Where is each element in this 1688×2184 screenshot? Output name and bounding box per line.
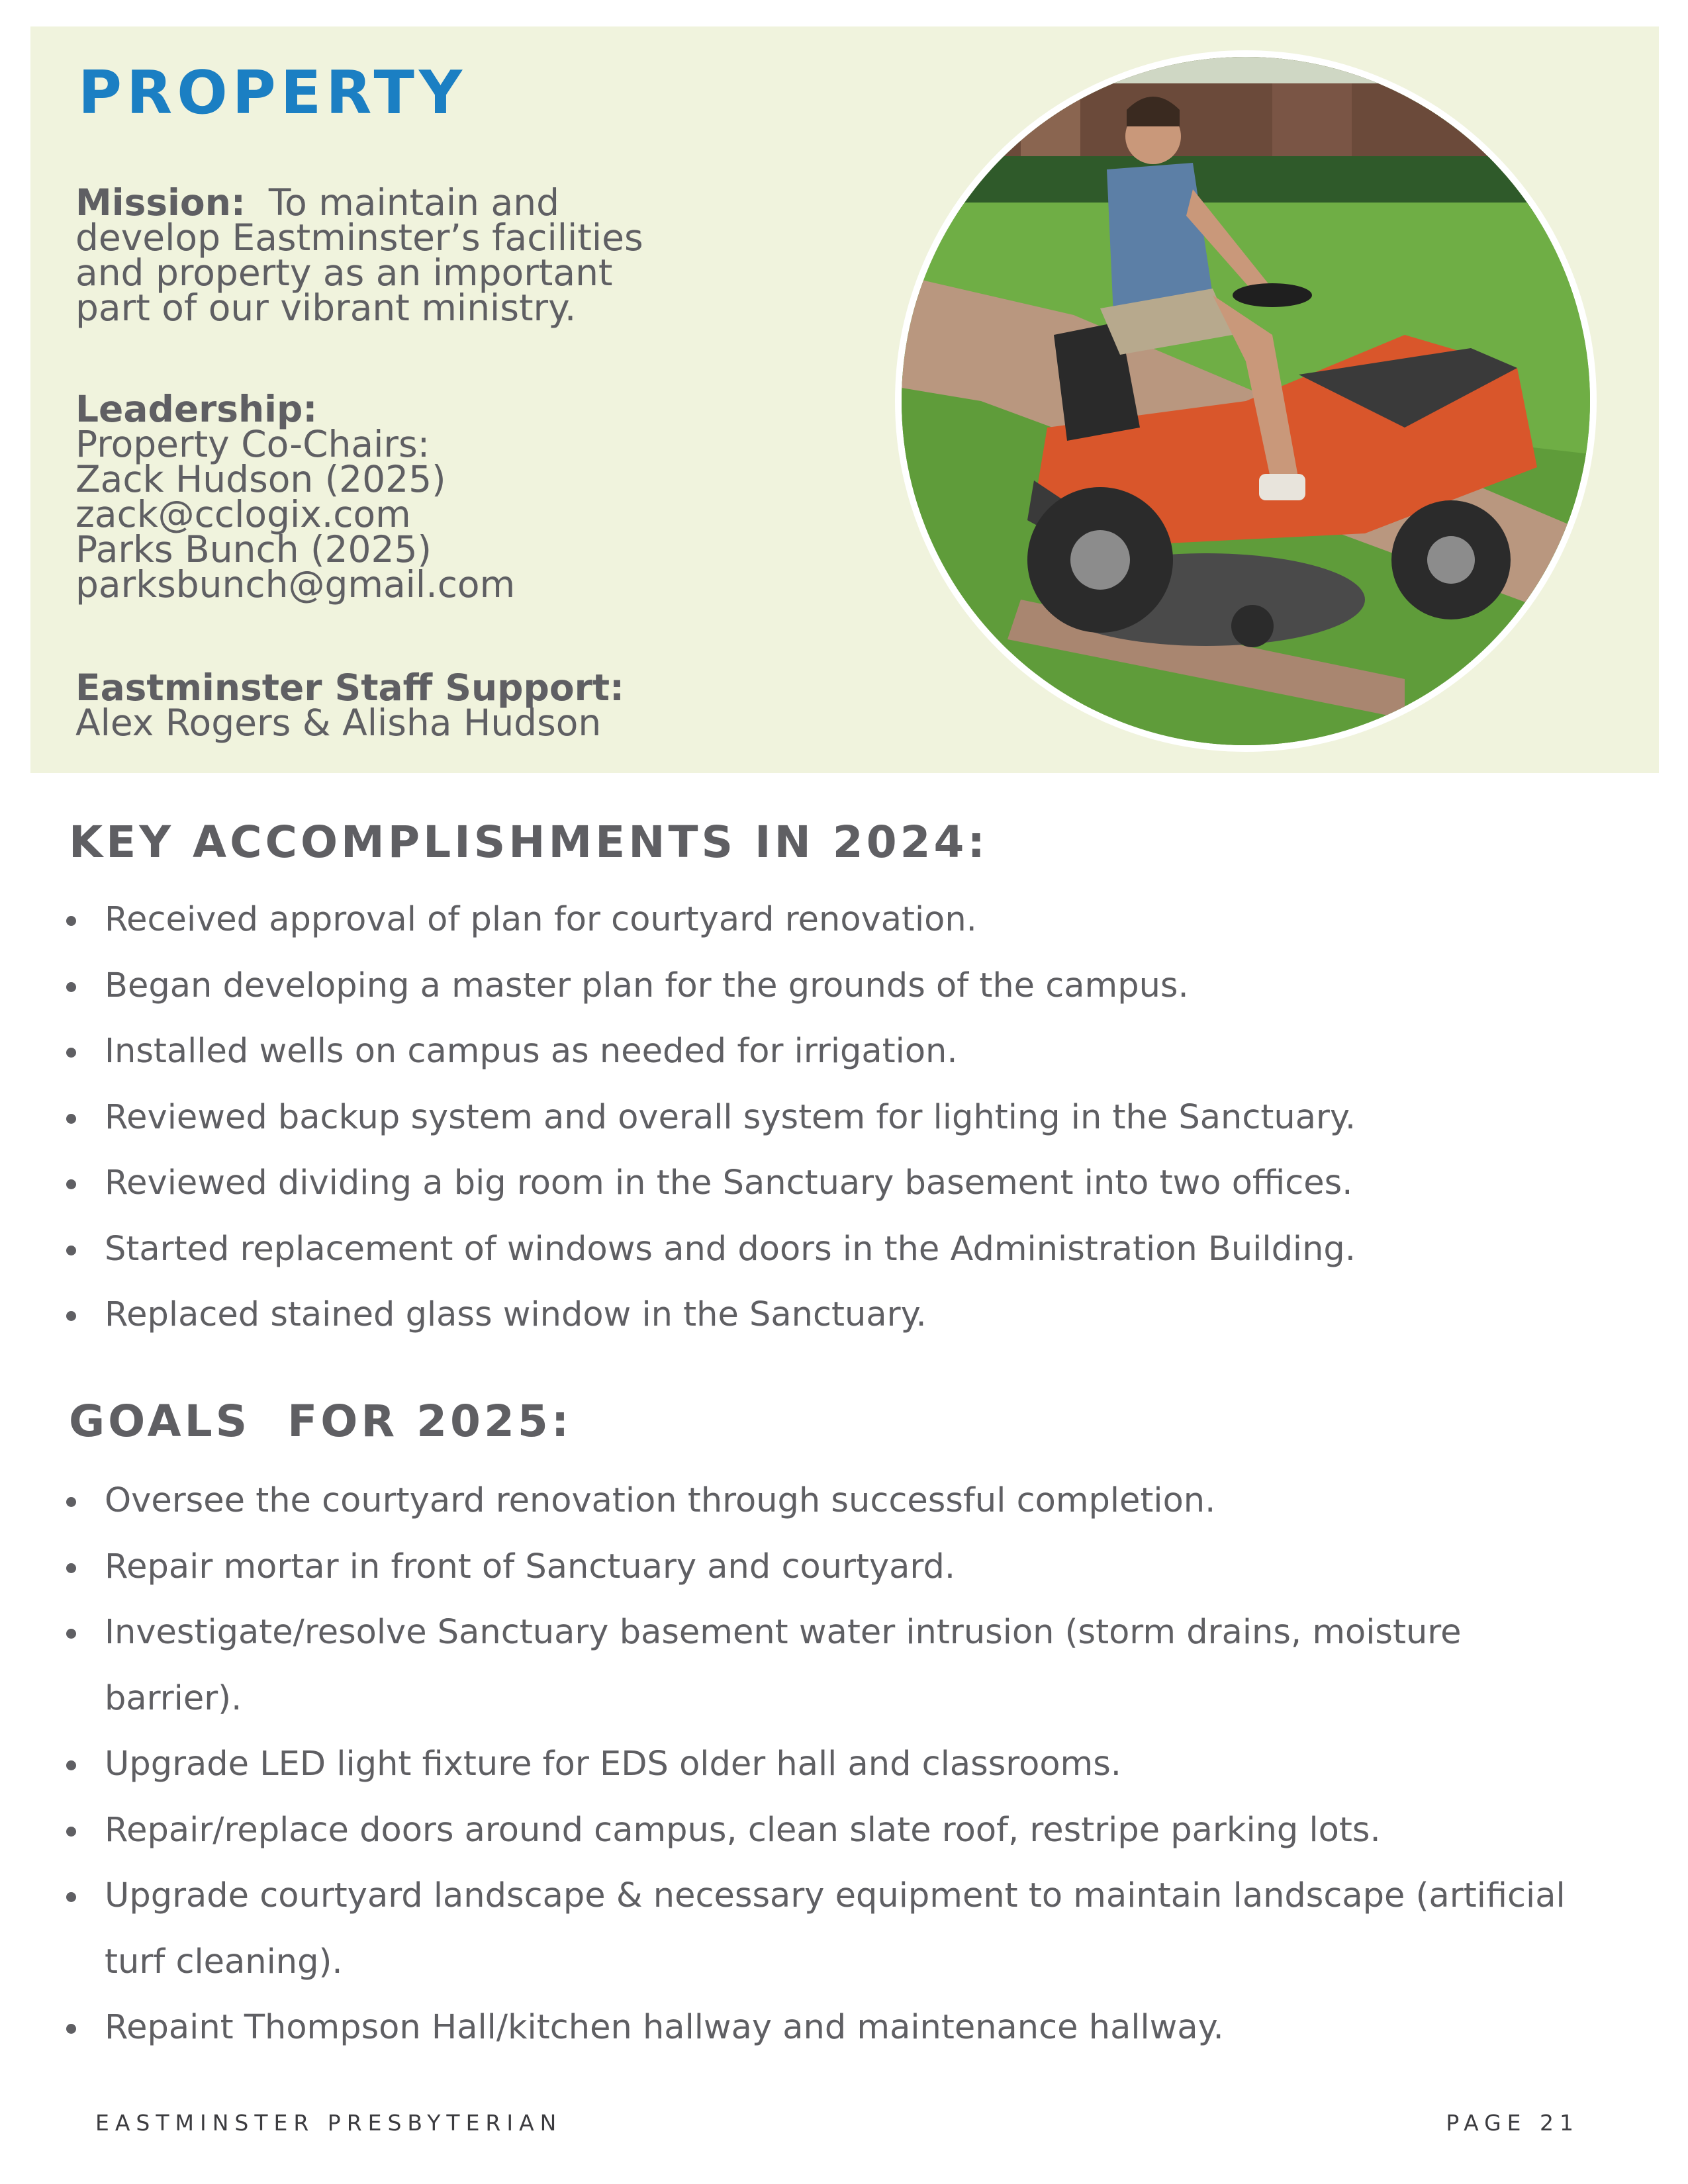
bullet-icon xyxy=(66,982,76,992)
list-item xyxy=(64,1797,1619,1864)
list-item-text: Upgrade courtyard landscape & necessary equipment to maintain landscape (artificial turf cleaning). xyxy=(105,1876,1566,1981)
list-item-text: Investigate/resolve Sanctuary basement water intrusion (storm drains, moisture barrier). xyxy=(105,1613,1462,1718)
mission-text-line: develop Eastminster’s facilities xyxy=(75,216,643,259)
list-item-text: Repaint Thompson Hall/kitchen hallway and maintenance hallway. xyxy=(105,2008,1224,2047)
leader-name: Parks Bunch (2025) xyxy=(75,528,432,570)
leadership-block xyxy=(75,388,516,606)
list-item-text: Reviewed dividing a big room in the Sanctuary basement into two offices. xyxy=(105,1163,1353,1203)
leader-email: parksbunch@gmail.com xyxy=(75,563,516,606)
goals-list xyxy=(64,1468,1619,2061)
list-item xyxy=(64,1150,1619,1216)
list-item-text: Replaced stained glass window in the Sanctuary. xyxy=(105,1295,927,1334)
staff-support-block xyxy=(75,666,625,744)
list-item xyxy=(64,953,1619,1019)
list-item xyxy=(64,1282,1619,1348)
footer-organization: EASTMINSTER PRESBYTERIAN xyxy=(95,2110,563,2136)
list-item xyxy=(64,1019,1619,1085)
lawn-mower-photo xyxy=(895,50,1597,752)
goals-heading: GOALS FOR 2025: xyxy=(69,1396,573,1447)
list-item xyxy=(64,1863,1614,1995)
list-item-text: Began developing a master plan for the grounds of the campus. xyxy=(105,966,1189,1005)
mission-text-line: To maintain and xyxy=(268,181,559,224)
list-item xyxy=(64,887,1619,953)
bullet-icon xyxy=(66,916,76,926)
bullet-icon xyxy=(66,1629,76,1639)
page-title: PROPERTY xyxy=(78,58,467,128)
bullet-icon xyxy=(66,1892,76,1902)
bullet-icon xyxy=(66,1497,76,1507)
bullet-icon xyxy=(66,1563,76,1573)
leadership-label: Leadership: xyxy=(75,388,318,430)
list-item xyxy=(64,1468,1619,1534)
accomplishments-heading: KEY ACCOMPLISHMENTS IN 2024: xyxy=(69,817,988,868)
list-item-text: Installed wells on campus as needed for irrigation. xyxy=(105,1032,958,1071)
bullet-icon xyxy=(66,1760,76,1770)
list-item xyxy=(64,1731,1619,1797)
bullet-icon xyxy=(66,1179,76,1189)
mission-label: Mission: xyxy=(75,181,246,224)
bullet-icon xyxy=(66,2024,76,2034)
staff-support-names: Alex Rogers & Alisha Hudson xyxy=(75,702,602,744)
leader-name: Zack Hudson (2025) xyxy=(75,458,446,500)
staff-support-label: Eastminster Staff Support: xyxy=(75,666,625,709)
page-number: PAGE 21 xyxy=(1446,2110,1579,2136)
riding-mower-illustration xyxy=(902,57,1590,745)
bullet-icon xyxy=(66,1114,76,1124)
mission-text-line: part of our vibrant ministry. xyxy=(75,287,577,329)
list-item-text: Upgrade LED light fixture for EDS older hall and classrooms. xyxy=(105,1745,1122,1784)
list-item xyxy=(64,1534,1619,1600)
accomplishments-list xyxy=(64,887,1619,1348)
list-item-text: Repair/replace doors around campus, clean slate roof, restripe parking lots. xyxy=(105,1810,1381,1850)
list-item xyxy=(64,1995,1619,2061)
bullet-icon xyxy=(66,1311,76,1321)
mission-block xyxy=(75,181,711,329)
mission-text-line: and property as an important xyxy=(75,251,613,294)
list-item xyxy=(64,1216,1619,1283)
list-item-text: Oversee the courtyard renovation through successful completion. xyxy=(105,1481,1216,1520)
leadership-role: Property Co-Chairs: xyxy=(75,423,430,465)
bullet-icon xyxy=(66,1827,76,1837)
list-item-text: Received approval of plan for courtyard renovation. xyxy=(105,900,977,939)
list-item xyxy=(64,1085,1619,1151)
list-item-text: Started replacement of windows and doors in the Administration Building. xyxy=(105,1229,1356,1269)
list-item-text: Reviewed backup system and overall system for lighting in the Sanctuary. xyxy=(105,1097,1356,1137)
list-item xyxy=(64,1600,1528,1731)
bullet-icon xyxy=(66,1048,76,1058)
leader-email: zack@cclogix.com xyxy=(75,493,411,535)
list-item-text: Repair mortar in front of Sanctuary and courtyard. xyxy=(105,1547,956,1586)
bullet-icon xyxy=(66,1246,76,1255)
